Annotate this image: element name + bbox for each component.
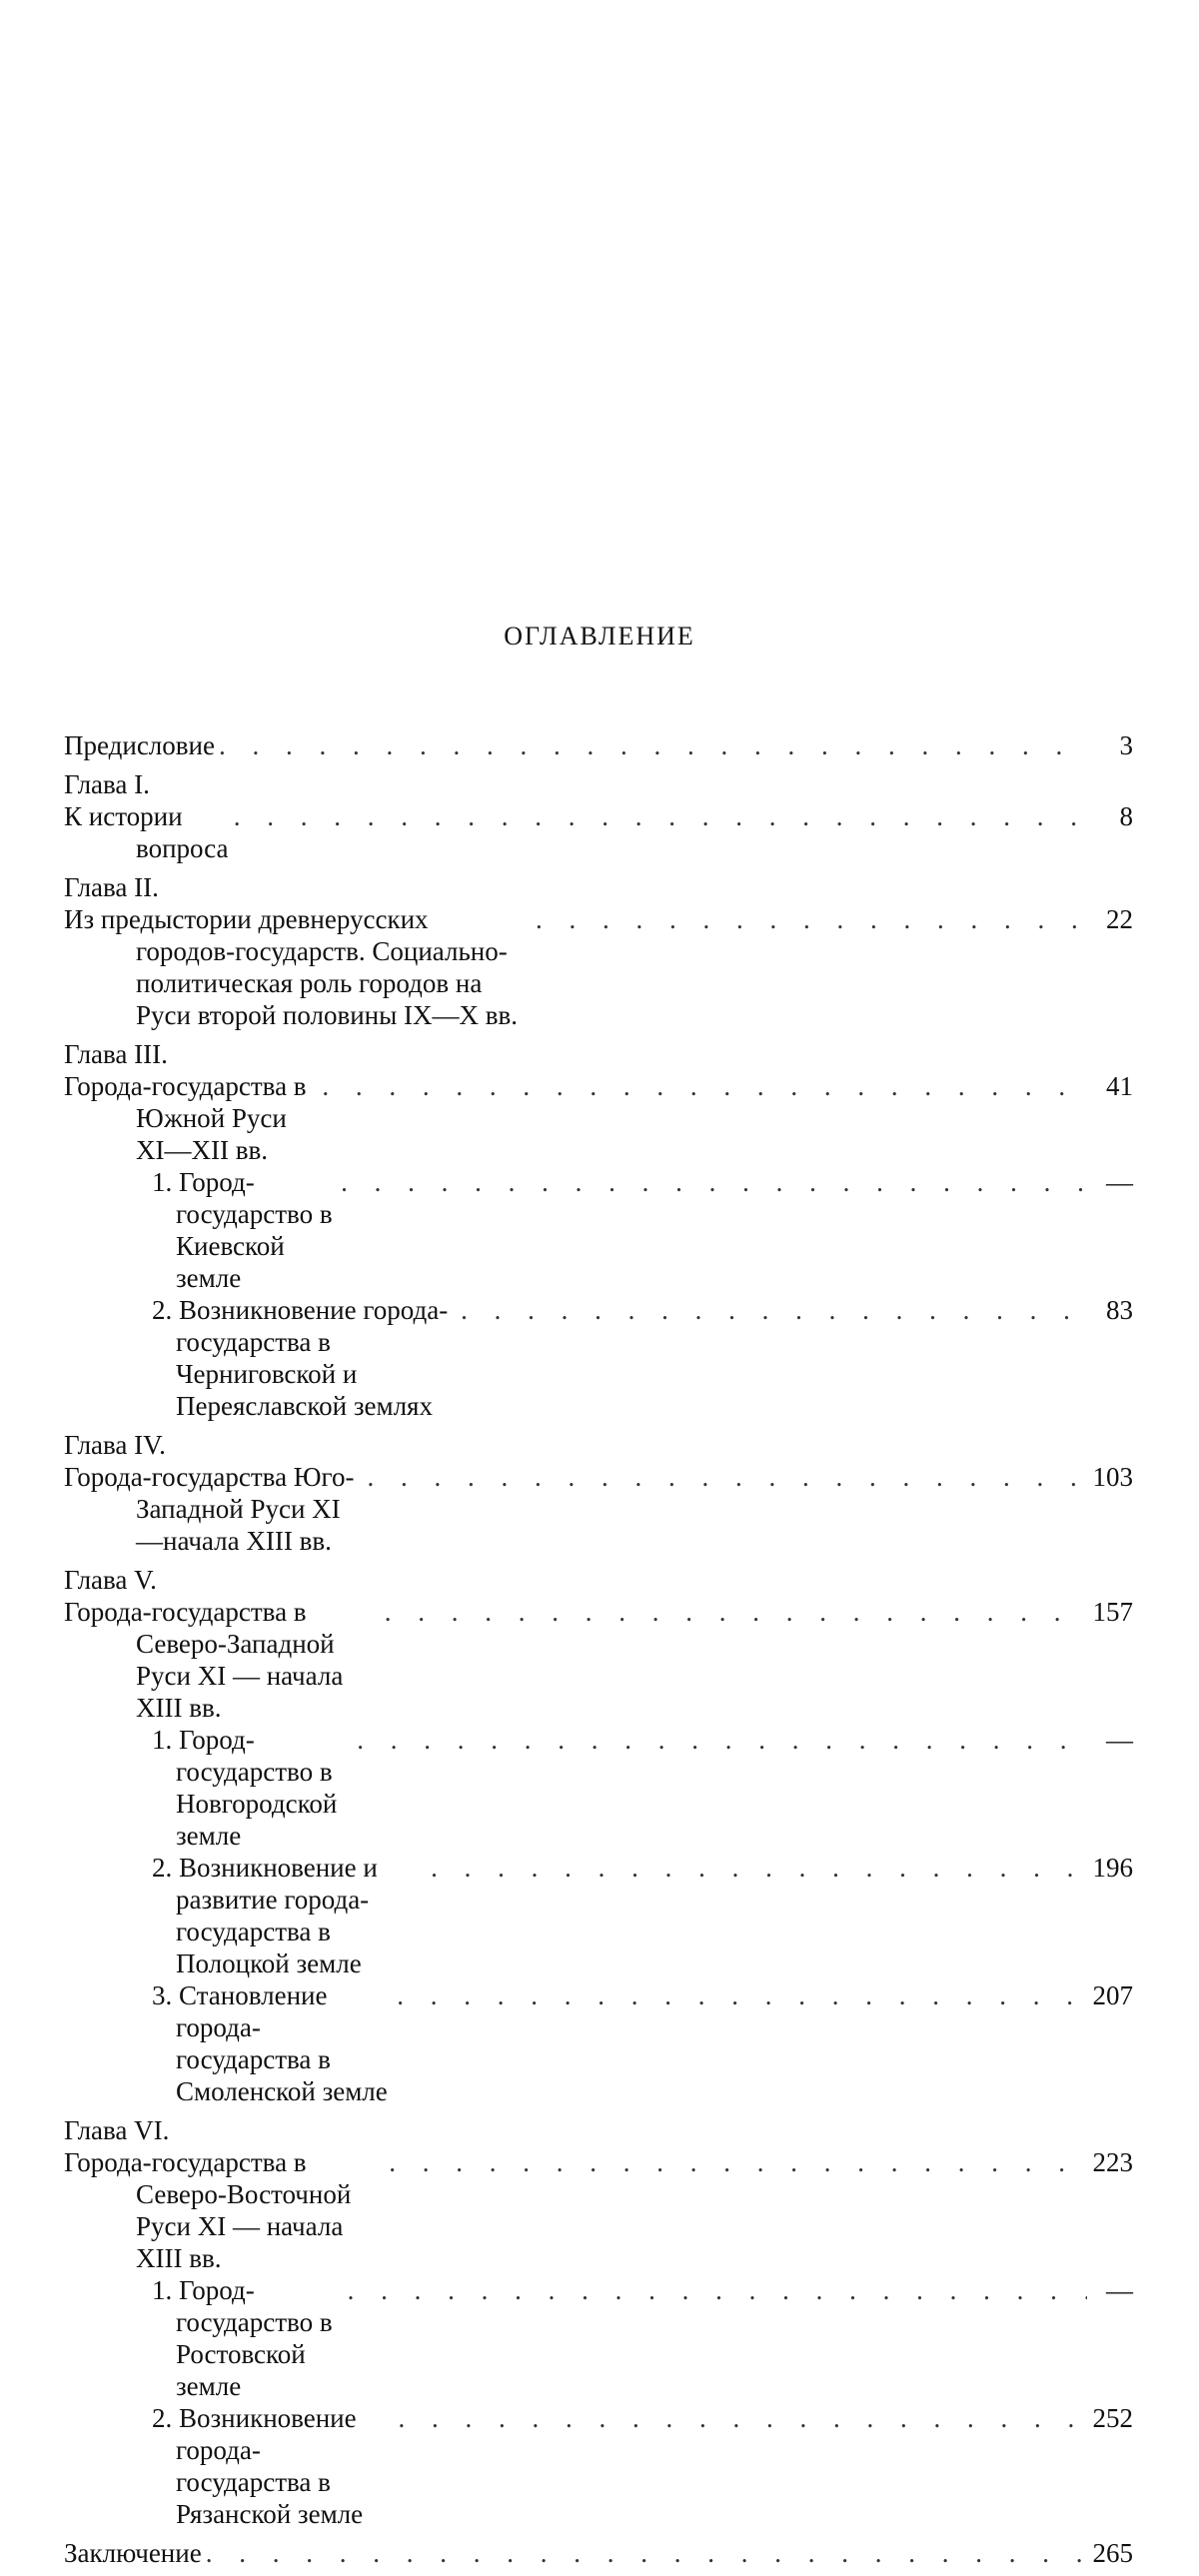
toc-section [64, 2114, 1133, 2530]
page-number: — [1106, 1725, 1133, 1755]
table-of-contents [64, 729, 1133, 2576]
subsection-list [64, 1166, 1133, 1422]
toc-entry-title: 2. Возникновение города-государства в Черниговской и Переяславской землях [152, 1295, 449, 1421]
toc-entry-row[interactable] [64, 1461, 1133, 1557]
toc-entry-title: Города-государства в Северо-Восточной Руси XI — начала XIII вв. [64, 2147, 352, 2273]
toc-entry-row[interactable] [152, 1724, 1133, 1852]
toc-entry-row[interactable] [64, 800, 1133, 864]
dot-leader [398, 2402, 1087, 2434]
toc-entry-row[interactable] [64, 729, 1133, 761]
page-number: 3 [1119, 730, 1133, 760]
toc-entry-title: 2. Возникновение города-государства в Рязанской земле [152, 2403, 364, 2529]
dot-leader [234, 800, 1087, 832]
toc-entry-title: 1. Город-государство в Киевской земле [152, 1167, 333, 1293]
chapter-label: Глава VI. [64, 2115, 170, 2145]
dot-leader [397, 1979, 1087, 2011]
page-number: 22 [1106, 904, 1133, 934]
toc-section [64, 768, 1133, 864]
page-number: 196 [1092, 1853, 1133, 1883]
toc-entry-row[interactable] [152, 2402, 1133, 2530]
toc-entry-row[interactable] [152, 1852, 1133, 1979]
toc-section [64, 1564, 1133, 2107]
subsection-list [64, 1724, 1133, 2107]
page-number: 83 [1106, 1295, 1133, 1325]
chapter-label: Глава II. [64, 872, 159, 902]
toc-entry-row[interactable] [152, 1979, 1133, 2107]
chapter-label: Глава V. [64, 1565, 157, 1595]
toc-section [64, 2537, 1133, 2569]
toc-entry-title: Города-государства в Южной Руси XI—XII вв. [64, 1071, 307, 1165]
dot-leader [385, 1596, 1087, 1628]
page-number: 8 [1119, 801, 1133, 831]
dot-leader [348, 2274, 1087, 2306]
toc-entry-title: 3. Становление города-государства в Смоленской земле [152, 1980, 388, 2106]
toc-entry-title: Заключение [64, 2538, 202, 2568]
dot-leader [431, 1852, 1087, 1884]
toc-entry-row[interactable] [64, 1070, 1133, 1166]
page-number: 252 [1092, 2403, 1133, 2433]
toc-entry-title: Предисловие [64, 730, 215, 760]
toc-entry-title: 1. Город-государство в Новгородской земле [152, 1725, 338, 1851]
dot-leader [206, 2537, 1087, 2569]
toc-entry-title: 2. Возникновение и развитие города-государства в Полоцкой земле [152, 1853, 378, 1978]
dot-leader [368, 1461, 1087, 1493]
chapter-label: Глава III. [64, 1039, 168, 1069]
page-number: 157 [1092, 1597, 1133, 1627]
toc-entry-row[interactable] [64, 1596, 1133, 1724]
toc-section [64, 729, 1133, 761]
dot-leader [341, 1166, 1087, 1198]
subsection-list [64, 2274, 1133, 2530]
page-number: 103 [1092, 1462, 1133, 1492]
toc-entry-row[interactable] [152, 2274, 1133, 2402]
toc-entry-row[interactable] [152, 1294, 1133, 1422]
toc-entry-row[interactable] [152, 1166, 1133, 1294]
toc-entry-title: Города-государства в Северо-Западной Руси XI — начала XIII вв. [64, 1597, 344, 1723]
toc-section [64, 1038, 1133, 1422]
dot-leader [357, 1724, 1087, 1756]
page-number: 265 [1092, 2538, 1133, 2568]
dot-leader [322, 1070, 1087, 1102]
page-title: ОГЛАВЛЕНИЕ [504, 622, 695, 650]
dot-leader [461, 1294, 1087, 1326]
dot-leader [219, 729, 1087, 761]
toc-section [64, 1429, 1133, 1557]
toc-entry-title: Из предыстории древнерусских городов-государств. Социально-политическая роль городов на Руси второй половины IX—X вв. [64, 904, 519, 1030]
toc-section [64, 871, 1133, 1031]
page-number: — [1106, 2275, 1133, 2305]
dot-leader [389, 2146, 1087, 2178]
toc-entry-title: К истории вопроса [64, 801, 229, 863]
chapter-label: Глава IV. [64, 1430, 166, 1460]
toc-entry-row[interactable] [64, 2537, 1133, 2569]
chapter-label: Глава I. [64, 769, 150, 799]
toc-entry-row[interactable] [64, 2146, 1133, 2274]
toc-entry-title: Города-государства Юго-Западной Руси XI—начала XIII вв. [64, 1462, 355, 1556]
page-number: 223 [1092, 2147, 1133, 2177]
page-number: 41 [1106, 1071, 1133, 1101]
toc-entry-title: 1. Город-государство в Ростовской земле [152, 2275, 333, 2401]
page-number: — [1106, 1167, 1133, 1197]
page-number: 207 [1092, 1980, 1133, 2010]
dot-leader [536, 903, 1087, 935]
toc-entry-row[interactable] [64, 903, 1133, 1031]
